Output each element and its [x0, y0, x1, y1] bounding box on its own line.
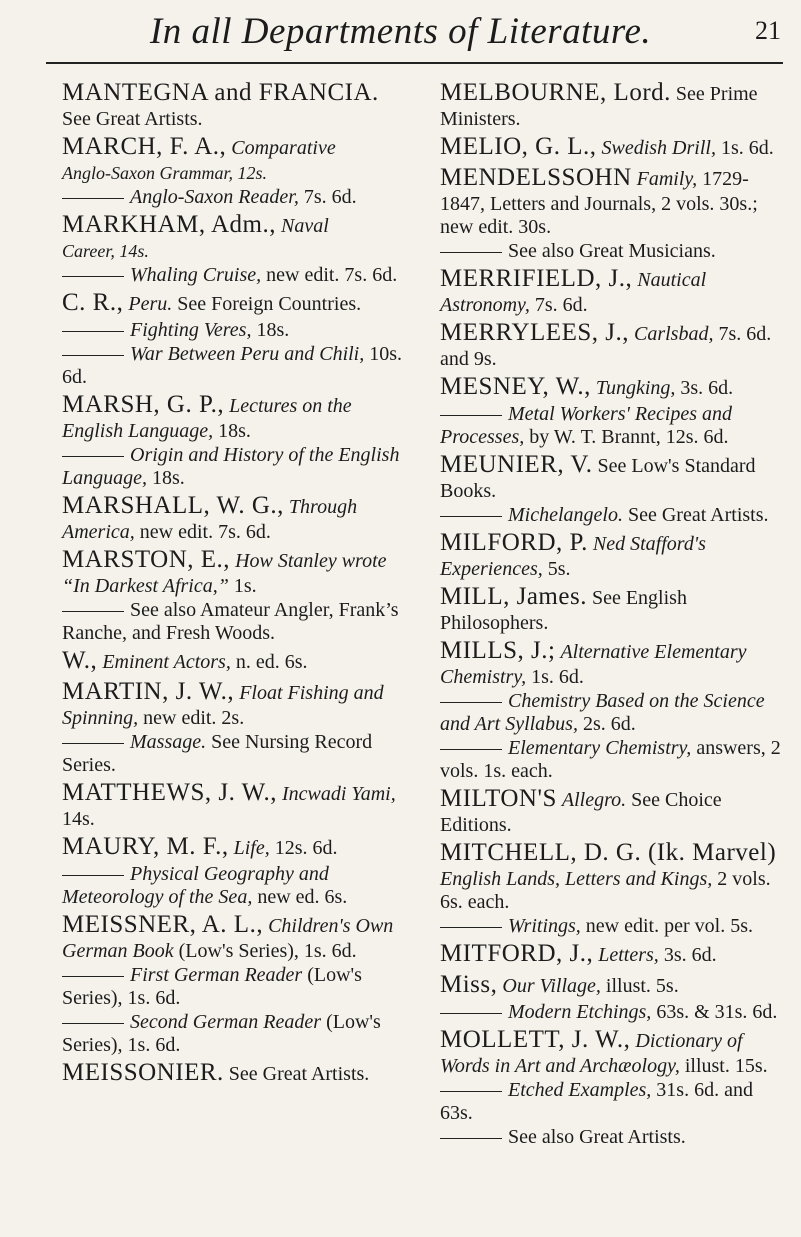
index-entry: [62, 646, 412, 676]
index-entry: [440, 690, 790, 736]
entry-detail: 1s.: [233, 575, 257, 597]
index-entry: [62, 210, 412, 263]
entry-heading: MEISSNER, A. L.,: [62, 911, 264, 938]
index-entry: [62, 863, 412, 909]
entry-heading: MOLLETT, J. W.,: [440, 1026, 631, 1053]
entry-detail: 63s. & 31s. 6d.: [656, 1001, 778, 1023]
index-entry: [62, 1011, 412, 1057]
entry-detail: illust. 5s.: [605, 975, 679, 997]
index-entry: [440, 1001, 790, 1024]
entry-heading: MEISSONIER.: [62, 1059, 224, 1086]
continuation-dash: [62, 611, 124, 612]
entry-heading: MERRYLEES, J.,: [440, 319, 629, 346]
entry-detail: See Great Artists.: [62, 108, 203, 130]
entry-detail: 2 vols. 6s. each.: [440, 868, 771, 913]
entry-detail: 1s. 6d.: [531, 666, 584, 688]
entry-detail: 2s. 6d.: [582, 713, 636, 735]
entry-heading: W.,: [62, 647, 98, 674]
entry-detail: new edit. 2s.: [143, 707, 245, 729]
entry-detail: See also Great Musicians.: [508, 240, 716, 262]
entry-detail: See Low's Standard Books.: [440, 455, 756, 502]
entry-title: Children's Own German Book: [62, 915, 394, 962]
entry-detail: 3s. 6d.: [680, 377, 734, 399]
continuation-dash: [62, 276, 124, 277]
index-entry: [62, 319, 412, 342]
entry-detail: See Foreign Countries.: [177, 293, 362, 315]
index-entry: [62, 264, 412, 287]
page-number: 21: [755, 16, 781, 45]
continuation-dash: [440, 1138, 502, 1139]
left-column: [62, 78, 412, 1089]
entry-title: Anglo-Saxon Reader,: [130, 186, 299, 208]
index-entry: [440, 132, 790, 162]
entry-heading: MESNEY, W.,: [440, 373, 591, 400]
entry-title: Dictionary of Words in Art and Archæology,: [440, 1030, 743, 1077]
index-entry: [62, 491, 412, 544]
entry-detail: new edit. per vol. 5s.: [585, 915, 753, 937]
entry-detail: 14s.: [62, 808, 95, 830]
continuation-dash: [62, 1023, 124, 1024]
continuation-dash: [440, 415, 502, 416]
entry-title: War Between Peru and Chili,: [130, 343, 365, 365]
entry-title: Allegro.: [561, 789, 627, 811]
index-entry: [440, 737, 790, 783]
entry-detail: 7s. 6d.: [303, 186, 357, 208]
entry-detail: 18s.: [152, 467, 185, 489]
index-entry: [440, 1025, 790, 1078]
entry-heading: MARCH, F. A.,: [62, 133, 227, 160]
entry-heading: MATTHEWS, J. W.,: [62, 779, 277, 806]
entry-title: Alternative Elementary Chemistry,: [440, 641, 747, 688]
entry-detail: by W. T. Brannt, 12s. 6d.: [529, 426, 729, 448]
index-entry: [440, 264, 790, 317]
continuation-dash: [62, 456, 124, 457]
entry-title: Elementary Chemistry,: [508, 737, 692, 759]
header-rule: [46, 62, 783, 64]
continuation-dash: [440, 516, 502, 517]
entry-title: Chemistry Based on the Science and Art Syllabus,: [440, 690, 765, 735]
entry-title: First German Reader: [130, 964, 303, 986]
continuation-dash: [62, 331, 124, 332]
continuation-dash: [440, 252, 502, 253]
index-entry: [440, 1079, 790, 1125]
index-entry: [440, 450, 790, 503]
index-entry: [440, 636, 790, 689]
entry-detail: 5s.: [547, 558, 571, 580]
entry-heading: MERRIFIELD, J.,: [440, 265, 633, 292]
entry-title: Naval: [280, 215, 329, 237]
entry-detail: 1s. 6d.: [720, 137, 774, 159]
entry-detail: 7s. 6d.: [534, 294, 588, 316]
index-entry: [440, 582, 790, 635]
index-entry: [62, 599, 412, 645]
running-title: In all Departments of Literature.: [149, 11, 652, 52]
entry-title: Massage.: [130, 731, 207, 753]
entry-detail: illust. 15s.: [684, 1055, 768, 1077]
index-entry: [440, 78, 790, 131]
index-entry: [440, 403, 790, 449]
entry-title: Float Fishing and Spinning,: [62, 682, 384, 729]
entry-detail: n. ed. 6s.: [235, 651, 308, 673]
entry-title: Eminent Actors,: [102, 651, 231, 673]
entry-title: Our Village,: [502, 975, 601, 997]
entry-heading: C. R.,: [62, 289, 124, 316]
entry-detail: (Low's Series), 1s. 6d.: [62, 964, 362, 1009]
continuation-dash: [440, 1091, 502, 1092]
entry-title-cont: Career, 14s.: [62, 241, 149, 261]
index-entry: [62, 964, 412, 1010]
entry-detail: (Low's Series), 1s. 6d.: [62, 1011, 381, 1056]
entry-title: Physical Geography and Meteorology of the Sea,: [62, 863, 329, 908]
index-entry: [62, 778, 412, 831]
entry-detail: 18s.: [218, 420, 251, 442]
continuation-dash: [62, 743, 124, 744]
entry-heading: MILTON'S: [440, 785, 557, 812]
entry-detail: 3s. 6d.: [663, 944, 717, 966]
entry-detail: 18s.: [256, 319, 290, 341]
entry-title: Michelangelo.: [508, 504, 623, 526]
entry-heading: MELIO, G. L.,: [440, 133, 597, 160]
index-entry: [62, 78, 412, 131]
index-entry: [440, 528, 790, 581]
entry-title: English Lands, Letters and Kings,: [440, 868, 713, 890]
index-entry: [440, 1126, 790, 1149]
entry-title-cont: Anglo-Saxon Grammar, 12s.: [62, 163, 267, 183]
continuation-dash: [440, 927, 502, 928]
index-entry: [62, 132, 412, 185]
entry-heading: MILLS, J.;: [440, 637, 556, 664]
continuation-dash: [62, 198, 124, 199]
index-entry: [62, 910, 412, 963]
entry-title: Origin and History of the English Language,: [62, 444, 400, 489]
entry-detail: See Great Artists.: [627, 504, 769, 526]
entry-title: Through America,: [62, 496, 358, 543]
entry-heading: MARSH, G. P.,: [62, 391, 225, 418]
index-entry: [440, 240, 790, 263]
entry-title: Fighting Veres,: [130, 319, 252, 341]
entry-heading: MARSHALL, W. G.,: [62, 492, 284, 519]
index-entry: [62, 343, 412, 389]
entry-title: Ned Stafford's Experiences,: [440, 533, 706, 580]
continuation-dash: [62, 355, 124, 356]
index-entry: [440, 372, 790, 402]
entry-title: Letters,: [598, 944, 659, 966]
continuation-dash: [62, 875, 124, 876]
index-entry: [440, 838, 790, 914]
entry-detail: See Prime Ministers.: [440, 83, 758, 130]
entry-title: Writings,: [508, 915, 581, 937]
entry-title: Lectures on the English Language,: [62, 395, 352, 442]
continuation-dash: [440, 749, 502, 750]
entry-title: Swedish Drill,: [601, 137, 716, 159]
entry-title: Nautical Astronomy,: [440, 269, 707, 316]
index-entry: [440, 939, 790, 969]
index-entry: [440, 784, 790, 837]
entry-title: Metal Workers' Recipes and Processes,: [440, 403, 733, 448]
index-entry: [62, 545, 412, 598]
page-header: [0, 0, 801, 70]
entry-heading: MEUNIER, V.: [440, 451, 593, 478]
entry-heading: MITCHELL, D. G. (Ik. Marvel): [440, 839, 777, 866]
entry-heading: MAURY, M. F.,: [62, 833, 229, 860]
index-entry: [62, 1058, 412, 1088]
entry-detail: 31s. 6d. and 63s.: [440, 1079, 753, 1124]
index-entry: [440, 318, 790, 371]
entry-heading: MELBOURNE, Lord.: [440, 79, 671, 106]
entry-heading: MILL, James.: [440, 583, 587, 610]
entry-title: Peru.: [128, 293, 173, 315]
entry-title: Tungking,: [595, 377, 676, 399]
entry-heading: MARKHAM, Adm.,: [62, 211, 276, 238]
entry-title: Etched Examples,: [508, 1079, 652, 1101]
entry-detail: See also Great Artists.: [508, 1126, 686, 1148]
index-entry: [440, 915, 790, 938]
index-entry: [62, 186, 412, 209]
entry-heading: Miss,: [440, 971, 498, 998]
entry-detail: See Great Artists.: [228, 1063, 370, 1085]
entry-title: Second German Reader: [130, 1011, 322, 1033]
index-entry: [62, 677, 412, 730]
entry-detail: See also Amateur Angler, Frank’s Ranche, and Fresh Woods.: [62, 599, 399, 644]
entry-detail: (Low's Series), 1s. 6d.: [178, 940, 357, 962]
entry-detail: See Choice Editions.: [440, 789, 722, 836]
entry-title: Whaling Cruise,: [130, 264, 262, 286]
entry-detail: answers, 2 vols. 1s. each.: [440, 737, 781, 782]
index-entry: [62, 288, 412, 318]
entry-heading: MITFORD, J.,: [440, 940, 594, 967]
entry-title: How Stanley wrote “In Darkest Africa,”: [62, 550, 387, 597]
entry-title: Incwadi Yami,: [281, 783, 396, 805]
index-entry: [62, 731, 412, 777]
entry-detail: See English Philosophers.: [440, 587, 687, 634]
entry-title: Comparative: [231, 137, 336, 159]
entry-detail: 1729-1847, Letters and Journals, 2 vols. 30s.; new edit. 30s.: [440, 168, 758, 238]
continuation-dash: [62, 976, 124, 977]
entry-detail: See Nursing Record Series.: [62, 731, 373, 776]
entry-detail: new edit. 7s. 6d.: [266, 264, 398, 286]
entry-detail: 12s. 6d.: [274, 837, 338, 859]
entry-heading: MENDELSSOHN: [440, 164, 632, 191]
entry-title: Family,: [636, 168, 698, 190]
entry-detail: 10s. 6d.: [62, 343, 403, 388]
entry-detail: new ed. 6s.: [257, 886, 348, 908]
entry-detail: 7s. 6d. and 9s.: [440, 323, 772, 370]
entry-title: Carlsbad,: [633, 323, 714, 345]
entry-heading: MARSTON, E.,: [62, 546, 231, 573]
index-entry: [62, 444, 412, 490]
index-entry: [62, 390, 412, 443]
index-entry: [440, 504, 790, 527]
continuation-dash: [440, 702, 502, 703]
entry-title: Life,: [233, 837, 270, 859]
index-entry: [440, 163, 790, 239]
entry-title: Modern Etchings,: [508, 1001, 652, 1023]
entry-detail: new edit. 7s. 6d.: [139, 521, 271, 543]
entry-heading: MILFORD, P.: [440, 529, 588, 556]
entry-heading: MANTEGNA and FRANCIA.: [62, 79, 379, 106]
continuation-dash: [440, 1013, 502, 1014]
index-entry: [62, 832, 412, 862]
entry-heading: MARTIN, J. W.,: [62, 678, 235, 705]
index-entry: [440, 970, 790, 1000]
right-column: [440, 78, 790, 1150]
